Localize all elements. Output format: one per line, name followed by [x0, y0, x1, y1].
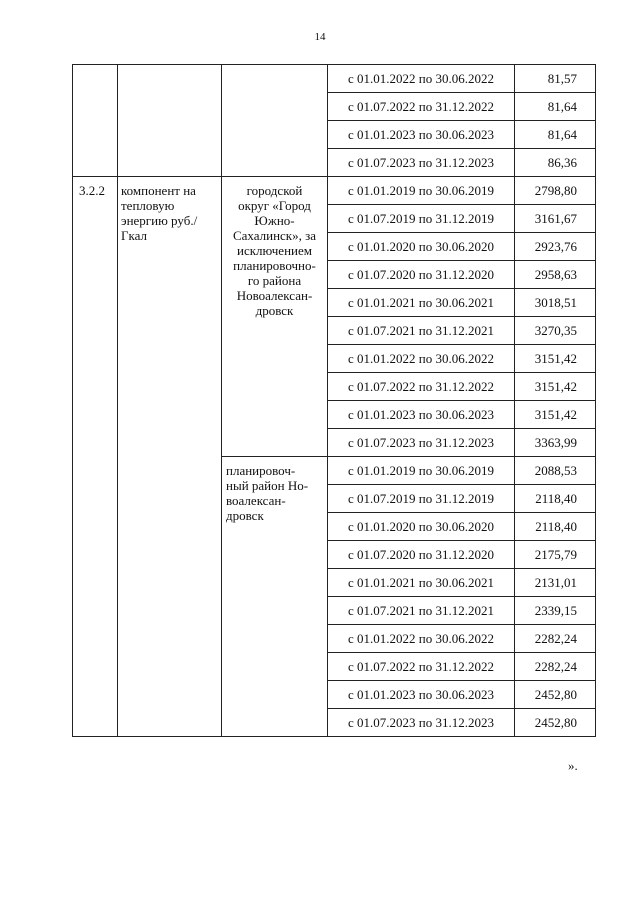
table-row	[73, 65, 596, 93]
table-row	[73, 177, 596, 205]
territory-name-line: городской	[246, 183, 303, 198]
tariff-value-cell: 3018,51	[515, 289, 596, 317]
period-cell: с 01.01.2023 по 30.06.2023	[328, 121, 515, 149]
territory-cell	[222, 457, 328, 737]
tariff-value-cell: 81,64	[515, 93, 596, 121]
territory-name-line: планировоч-	[226, 463, 296, 478]
tariff-value-cell: 81,64	[515, 121, 596, 149]
territory-name-line: дровск	[226, 508, 264, 523]
period-cell: с 01.01.2019 по 30.06.2019	[328, 177, 515, 205]
tariff-table	[72, 64, 596, 737]
tariff-value-cell: 2798,80	[515, 177, 596, 205]
period-cell: с 01.07.2021 по 31.12.2021	[328, 317, 515, 345]
tariff-value-cell: 2452,80	[515, 681, 596, 709]
period-cell: с 01.07.2021 по 31.12.2021	[328, 597, 515, 625]
territory-cell	[222, 177, 328, 457]
territory-name-line: Новоалексан-	[236, 288, 313, 303]
period-cell: с 01.07.2020 по 31.12.2020	[328, 261, 515, 289]
tariff-value-cell: 2118,40	[515, 513, 596, 541]
tariff-value-cell: 2282,24	[515, 625, 596, 653]
tariff-value-cell: 81,57	[515, 65, 596, 93]
territory-name-line: го района	[247, 273, 302, 288]
period-cell: с 01.01.2022 по 30.06.2022	[328, 65, 515, 93]
territory-name-line: ный район Но-	[226, 478, 309, 493]
territory-name-line: дровск	[255, 303, 294, 318]
period-cell: с 01.07.2023 по 31.12.2023	[328, 429, 515, 457]
tariff-value-cell: 2282,24	[515, 653, 596, 681]
cont-number-cell	[73, 65, 118, 177]
closing-quote-mark: ».	[568, 758, 578, 773]
tariff-value-cell: 3161,67	[515, 205, 596, 233]
period-cell: с 01.07.2019 по 31.12.2019	[328, 485, 515, 513]
territory-name-line: округ «Город	[238, 198, 311, 213]
period-cell: с 01.07.2023 по 31.12.2023	[328, 149, 515, 177]
tariff-value-cell: 2088,53	[515, 457, 596, 485]
period-cell: с 01.07.2019 по 31.12.2019	[328, 205, 515, 233]
territory-name-line: исключением	[237, 243, 312, 258]
tariff-value-cell: 2175,79	[515, 541, 596, 569]
territory-name-line: Южно-	[254, 213, 295, 228]
period-cell: с 01.07.2022 по 31.12.2022	[328, 93, 515, 121]
tariff-value-cell: 2923,76	[515, 233, 596, 261]
tariff-value-cell: 2118,40	[515, 485, 596, 513]
tariff-value-cell: 3151,42	[515, 401, 596, 429]
tariff-value-cell: 2339,15	[515, 597, 596, 625]
cont-component-cell	[118, 65, 222, 177]
period-cell: с 01.07.2022 по 31.12.2022	[328, 653, 515, 681]
tariff-value-cell: 86,36	[515, 149, 596, 177]
tariff-value-cell: 3151,42	[515, 373, 596, 401]
period-cell: с 01.01.2020 по 30.06.2020	[328, 513, 515, 541]
period-cell: с 01.01.2022 по 30.06.2022	[328, 345, 515, 373]
period-cell: с 01.01.2021 по 30.06.2021	[328, 289, 515, 317]
tariff-value-cell: 2131,01	[515, 569, 596, 597]
section-number-cell: 3.2.2	[73, 177, 118, 737]
period-cell: с 01.01.2021 по 30.06.2021	[328, 569, 515, 597]
tariff-value-cell: 3363,99	[515, 429, 596, 457]
period-cell: с 01.07.2020 по 31.12.2020	[328, 541, 515, 569]
tariff-value-cell: 3151,42	[515, 345, 596, 373]
territory-name-line: планировочно-	[233, 258, 316, 273]
period-cell: с 01.07.2022 по 31.12.2022	[328, 373, 515, 401]
territory-name-line: воалексан-	[226, 493, 286, 508]
period-cell: с 01.07.2023 по 31.12.2023	[328, 709, 515, 737]
period-cell: с 01.01.2023 по 30.06.2023	[328, 401, 515, 429]
cont-territory-cell	[222, 65, 328, 177]
tariff-value-cell: 2452,80	[515, 709, 596, 737]
period-cell: с 01.01.2023 по 30.06.2023	[328, 681, 515, 709]
tariff-value-cell: 2958,63	[515, 261, 596, 289]
page-number: 14	[314, 31, 326, 43]
period-cell: с 01.01.2019 по 30.06.2019	[328, 457, 515, 485]
component-name-cell: компонент на тепловую энергию руб./Гкал	[118, 177, 222, 737]
tariff-value-cell: 3270,35	[515, 317, 596, 345]
period-cell: с 01.01.2022 по 30.06.2022	[328, 625, 515, 653]
territory-name-line: Сахалинск», за	[232, 228, 317, 243]
tariff-table-body	[73, 65, 596, 737]
period-cell: с 01.01.2020 по 30.06.2020	[328, 233, 515, 261]
